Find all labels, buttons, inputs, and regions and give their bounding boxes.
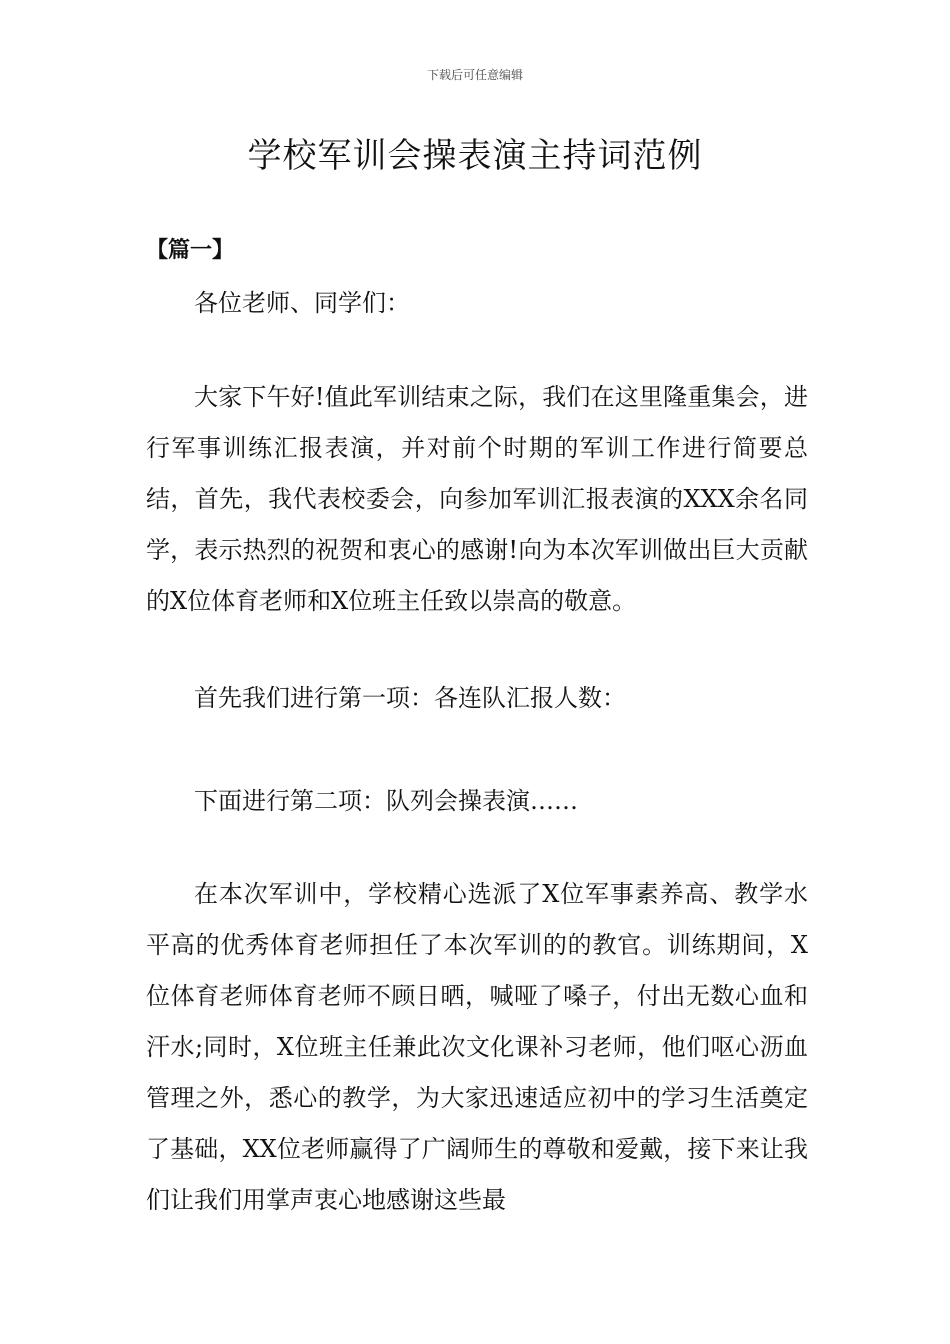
second-item-paragraph: 下面进行第二项：队列会操表演……: [194, 787, 578, 815]
header-note: 下载后可任意编辑: [426, 68, 523, 82]
intro-paragraph: 大家下午好!值此军训结束之际，我们在这里隆重集会，进行军事训练汇报表演，并对前个时期的军训工作进行简要总结，首先，我代表校委会，向参加军训汇报表演的XXX余名同学，表示热烈的祝贺和衷心的感谢!向为本次军训做出巨大贡献的X位体育老师和X位班主任致以崇高的敬意。: [146, 383, 808, 615]
greeting-paragraph: 各位老师、同学们：: [194, 289, 410, 317]
section-label: 【篇一】: [146, 238, 235, 263]
first-item-paragraph: 首先我们进行第一项：各连队汇报人数：: [194, 684, 626, 712]
document-title: 学校军训会操表演主持词范例: [247, 136, 703, 176]
thanks-paragraph: 在本次军训中，学校精心选派了X位军事素养高、教学水平高的优秀体育老师担任了本次军训的的教官。训练期间，X位体育老师体育老师不顾日晒，喊哑了嗓子，付出无数心血和汗水;同时，X位班主任兼此次文化课补习老师，他们呕心沥血管理之外，悉心的教学，为大家迅速适应初中的学习生活奠定了基础，XX位老师赢得了广阔师生的尊敬和爱戴，接下来让我们让我们用掌声衷心地感谢这些最: [146, 880, 808, 1214]
